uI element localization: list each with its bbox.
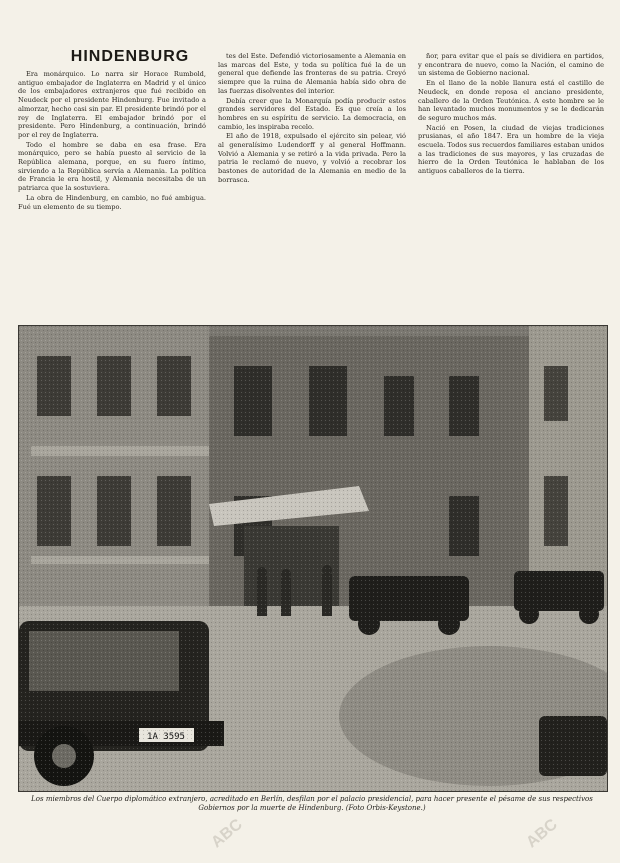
photo-caption: Los miembros del Cuerpo diplomático extranjero, acreditado en Berlín, desfilan por el palacio presidencial, para hacer presente el pésame de sus respectivos Gobiernos por la muerte de Hindenburg. (Foto Orbis-Keystone.) <box>31 795 593 812</box>
paragraph: Todo el hombre se daba en esa frase. Era monárquico, pero se había puesto al servicio de la República alemana, porque, en su fuero íntimo, sirviendo a la República servía a Alemania. La política de Francia le era hostil, y Alemania necesitaba de un patriarca que la sostuviera. <box>18 140 206 193</box>
paragraph: Debía creer que la Monarquía podía producir estos grandes servidores del Estado. Es que creía a los hombres en su espíritu de servicio. La democracia, en cambio, les inspiraba recelo. <box>218 96 406 131</box>
paragraph: El año de 1918, expulsado el ejército sin pelear, vió al generalísimo Ludendorff y al general Hoffmann. Volvió a Alemania y se retiró a la vida privada. Pero la patria le reclamó de nuevo, y volvió a recobrar los bastones de autoridad de la Alemania en medio de la borrasca. <box>218 132 406 184</box>
paragraph: La obra de Hindenburg, en cambio, no fué ambigua. Fué un elemento de su tiempo. <box>18 193 206 211</box>
watermark-abc: ABC <box>208 815 246 852</box>
article-photo <box>18 325 608 792</box>
paragraph: Nació en Posen, la ciudad de viejas tradiciones prusianas, el año 1847. Era un hombre de la vieja escuela. Todos sus recuerdos familiares estaban unidos a las tradiciones de sus mayores, y las cruzadas de hierro de la Orden Teutónica le hablaban de los antiguos caballeros de la tierra. <box>418 123 604 176</box>
photo-illustration <box>19 326 607 791</box>
article-column-3 <box>418 52 604 320</box>
watermark-abc: ABC <box>523 815 561 852</box>
paragraph: Era monárquico. Lo narra sir Horace Rumbold, antiguo embajador de Inglaterra en Madrid y el único de los embajadores extranjeros que fué recibido en Neudeck por el presidente Hindenburg. Fue invitado a almorzar, hecho casi sin par. El presidente brindó por el rey de Inglaterra. El embajador brindó por el presidente. Pero Hindenburg, a continuación, brindó por el rey de Inglaterra. <box>18 70 206 139</box>
paragraph: En el llano de la noble llanura está el castillo de Neudeck, en donde reposa el anciano presidente, caballero de la Orden Teutónica. A este hombre se le han levantado muchos monumentos y se le dedicarán de seguro muchos más. <box>418 79 604 122</box>
article-title: HINDENBURG <box>70 48 190 65</box>
paragraph: tes del Este. Defendió victoriosamente a Alemania en las marcas del Este, y toda su política fué la de un general que defiende las fronteras de su patria. Creyó siempre que la ruina de Alemania había sido obra de las fuerzas disolventes del interior. <box>218 52 406 95</box>
article-column-1 <box>18 70 206 318</box>
paragraph: ñor, para evitar que el país se dividiera en partidos, y encontrara de nuevo, como la Nación, el camino de un sistema de Gobierno nacional. <box>418 52 604 78</box>
article-column-2 <box>218 52 406 320</box>
